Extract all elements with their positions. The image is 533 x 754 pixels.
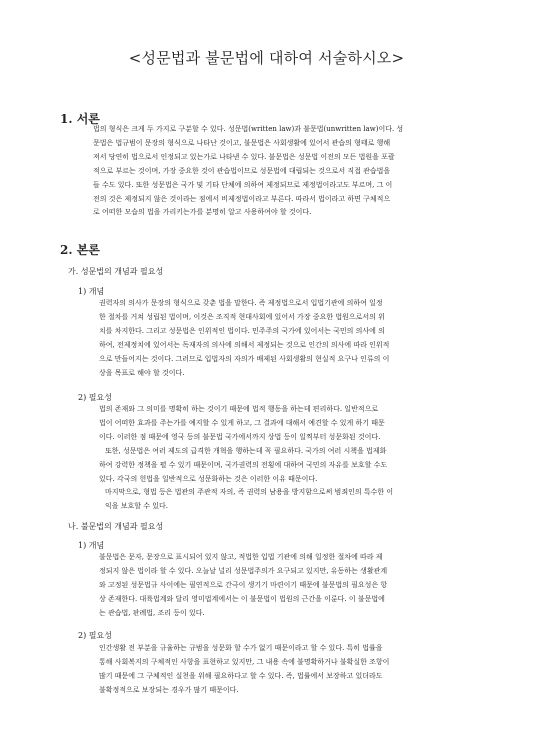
heading-section-b: 나. 불문법의 개념과 필요성 [68,522,164,531]
b-concept-line: 불문법은 문자, 문장으로 표시되어 있지 않고, 적법한 입법 기관에 의해 일정한 절차에 따라 제 [99,553,383,561]
a-concept-line: 으로 만들어지는 것이다. 그러므로 입법자의 자의가 배제된 사회생활의 현실적 요구나 인류의 이 [99,354,390,363]
heading-introduction: 1. 서론 [60,112,100,126]
b-necessity-line: 통해 사회복지의 구체적인 사항을 표현하고 있지만, 그 내용 속에 불명확하거나 불확실한 조항이 [99,657,390,666]
a-necessity-line: 법의 존재와 그 의미를 명확히 하는 것이기 때문에 법적 행동을 하는데 편리하다. 일반적으로 [99,405,379,413]
b-concept-line: 는 관습법, 판례법, 조리 등이 있다. [99,608,205,617]
intro-line: 문법은 법규범이 문장의 형식으로 나타난 것이고, 불문법은 사회생활에 있어서 관습의 형태로 행해 [93,138,391,147]
intro-line: 들 수도 있다. 또한 성문법은 국가 및 기타 단체에 의하여 제정되므로 제정법이라고도 부르며, 그 이 [93,180,393,189]
b-necessity-line: 인간생활 전 부분을 규율하는 규범을 성문화 할 수가 없기 때문이라고 할 수 있다. 특히 법률을 [99,644,383,652]
b-concept-line: 정되지 않은 법이라 할 수 있다. 오늘날 널리 성문법주의가 요구되고 있지만, 유동하는 생활관계 [99,566,388,575]
intro-line: 져서 당연히 법으로서 인정되고 있는가로 나타낸 수 있다. 불문법은 성문법 이전의 모든 법원을 포괄 [93,152,395,161]
a-concept-line: 치를 차지한다. 그리고 성문법은 인위적인 법이다. 민주주의 국가에 있어서는 국민의 의사에 의 [99,326,385,335]
heading-b-concept: 1) 개념 [78,541,105,550]
heading-main-body: 2. 본론 [60,243,100,257]
a-necessity-line: 이다. 이러한 점 때문에 영국 등의 불문법 국가에서까지 상법 등이 일찍부터 성문화된 것이다. [99,432,381,441]
b-concept-paragraph [93,551,478,621]
heading-a-concept: 1) 개념 [78,287,105,296]
b-necessity-line: 불확정적으로 보장되는 경우가 많기 때문이다. [99,685,239,694]
b-concept-line: 와 고정된 성문법규 사이에는 필연적으로 간극이 생기기 마련이기 때문에 불문법의 필요성은 항 [99,580,388,589]
a-necessity-paragraph [93,403,478,514]
heading-b-necessity: 2) 필요성 [78,631,112,640]
heading-section-a: 가. 성문법의 개념과 필요성 [68,267,164,276]
a-concept-paragraph [93,297,478,380]
intro-line: 법의 형식은 크게 두 가지로 구분할 수 있다. 성문법(written law)과 불문법(unwritten law)이다. 성 [93,125,404,133]
heading-a-necessity: 2) 필요성 [78,393,112,402]
document-title: <성문법과 불문법에 대하여 서술하시오> [128,49,405,67]
a-concept-line: 권력자의 의사가 문장의 형식으로 갖춘 법을 말한다. 즉 제정법으로서 입법기관에 의하여 일정 [99,299,383,307]
a-necessity-line: 또한, 성문법은 여러 제도의 급격한 개혁을 행하는데 꼭 필요하다. 국가의 여러 시책을 법제화 [105,446,387,455]
a-necessity-line: 법이 어떠한 효과를 주는가를 예지할 수 있게 하고, 그 결과에 대해서 예견할 수 있게 하기 때문 [99,418,385,427]
intro-line: 로 어떠한 모습의 법을 가리키는가를 분명히 알고 사용하여야 할 것이다. [93,208,312,217]
b-necessity-paragraph [93,642,478,698]
b-necessity-line: 많기 때문에 그 구체적인 실천을 위해 필요하다고 할 수 있다. 즉, 법률에서 보장하고 있더라도 [99,671,383,680]
intro-line: 전의 것은 제정되지 않은 것이라는 점에서 비제정법이라고 부른다. 따라서 법이라고 하면 구체적으 [93,194,391,203]
b-concept-line: 상 존재한다. 대륙법계와 달리 영미법계에서는 이 불문법이 법원의 근간을 이룬다. 이 불문법에 [99,594,385,603]
a-concept-line: 상을 목표로 해야 할 것이다. [99,368,185,377]
intro-line: 적으로 부르는 것이며, 가장 중요한 것이 관습법이므로 성문법에 대립되는 것으로서 직접 관습법을 [93,166,391,175]
a-necessity-line: 있다. 각국의 헌법을 일반적으로 성문화하는 것은 이러한 이유 때문이다. [99,474,318,483]
a-concept-line: 한 절차를 거쳐 성립된 법이며, 이것은 조직적 현대사회에 있어서 가장 중요한 법원으로서의 위 [99,312,385,321]
intro-paragraph [77,123,477,220]
a-necessity-line: 익을 보호할 수 있다. [105,502,168,511]
a-necessity-line: 마지막으로, 형법 등은 법관의 주관적 자의, 즉 권력의 남용을 방지함으로써 범죄인의 특수한 이 [105,488,394,497]
a-necessity-line: 하여 강력한 정책을 펼 수 있기 때문이며, 국가권력의 전횡에 대하여 국민의 자유를 보호할 수도 [99,460,388,469]
a-concept-line: 하여, 전제정치에 있어서는 독재자의 의사에 의해서 제정되는 것으로 인간의 의사에 따라 인위적 [99,340,390,349]
